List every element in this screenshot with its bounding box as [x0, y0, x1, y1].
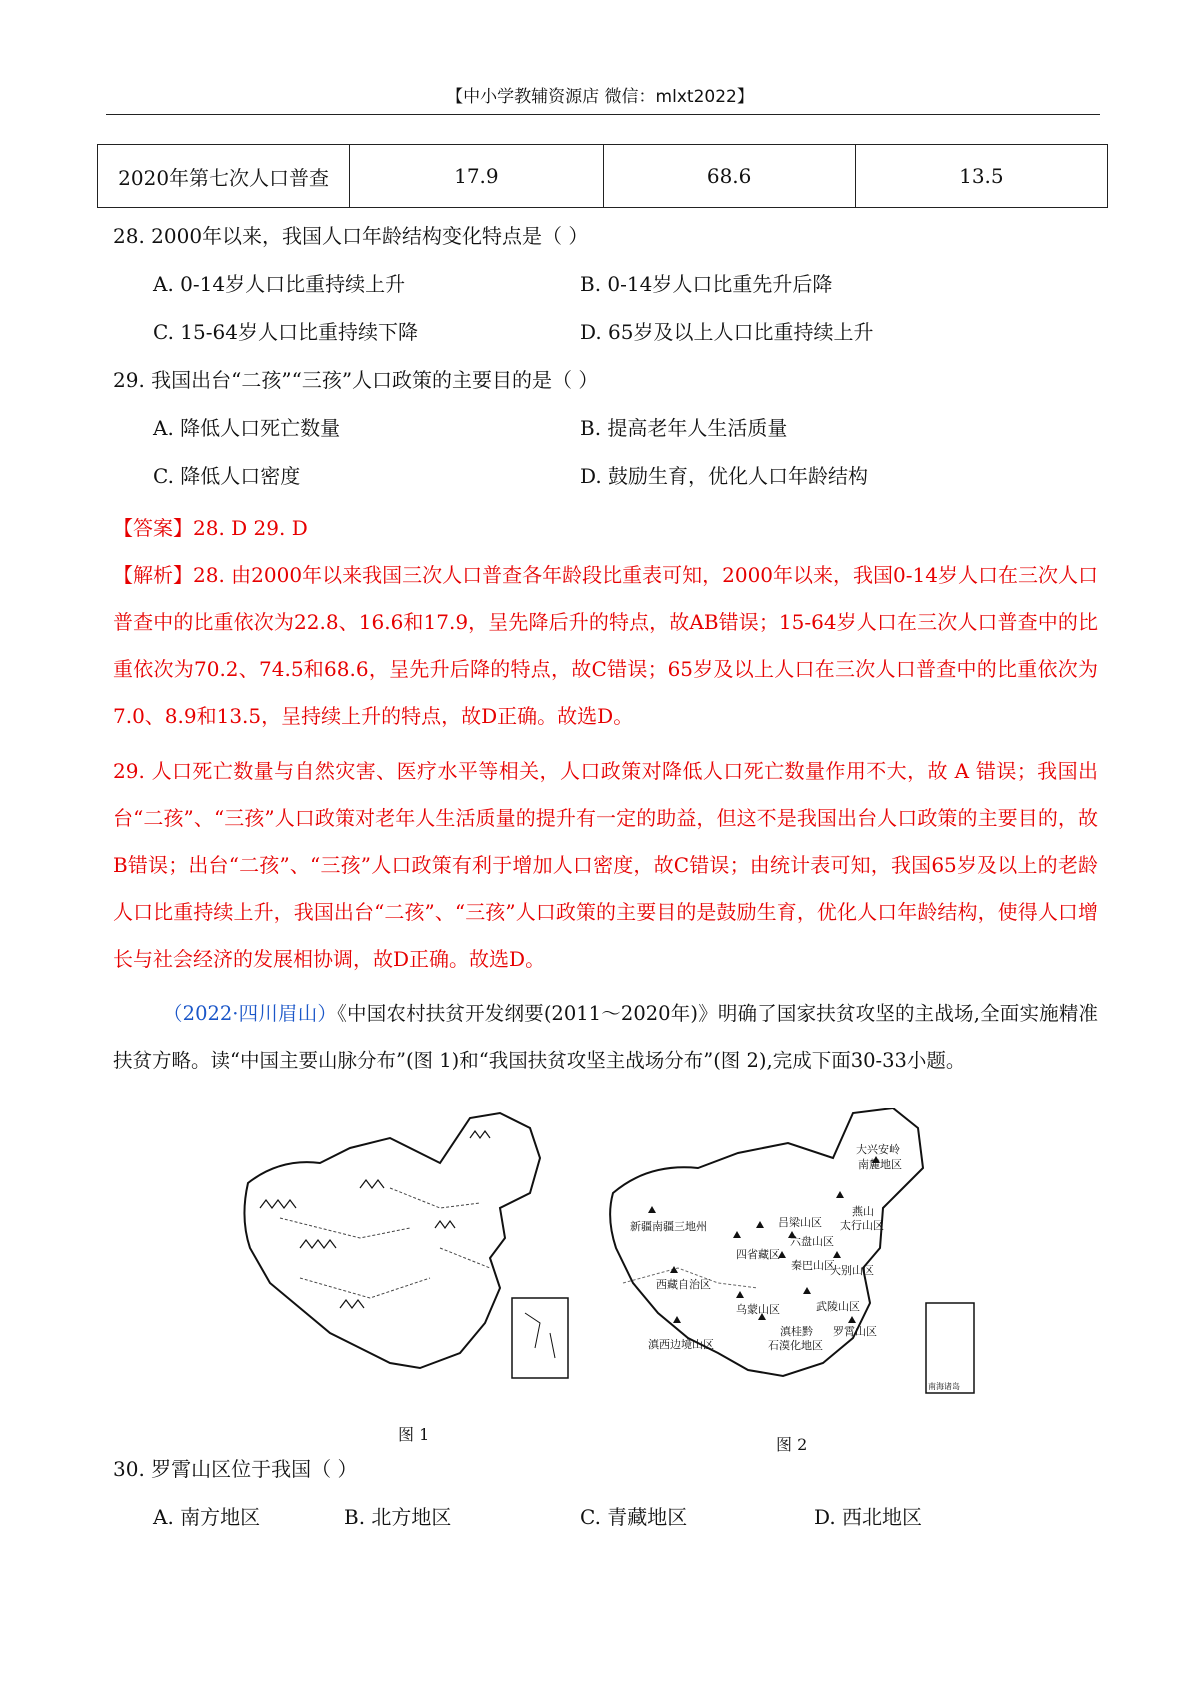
- analysis-29: 29. 人口死亡数量与自然灾害、医疗水平等相关，人口政策对降低人口死亡数量作用不大，故 A 错误；我国出台“二孩”、“三孩”人口政策对老年人生活质量的提升有一定的助益，但这不是我国出台人口政策的主要目的，故B错误；出台“二孩”、“三孩”人口政策有利于增加人口密度，故C错误；由统计表可知，我国65岁及以上的老龄人口比重持续上升，我国出台“二孩”、“三孩”人口政策的主要目的是鼓励生育，优化人口年龄结构，使得人口增长与社会经济的发展相协调，故D正确。故选D。: [113, 759, 1098, 971]
- map-label-dabie: 大别山区: [830, 1264, 874, 1277]
- q28-stem: 28. 2000年以来，我国人口年龄结构变化特点是（ ）: [113, 224, 589, 248]
- map-label-daxinganling-1: 大兴安岭: [856, 1143, 900, 1156]
- answer-line: 【答案】28. D 29. D: [113, 516, 308, 540]
- cell-15-64: 68.6: [603, 145, 855, 208]
- q29-option-c: C. 降低人口密度: [153, 464, 301, 488]
- figure-1-caption: 图 1: [398, 1425, 430, 1444]
- intro-paragraph: [113, 990, 1098, 1084]
- map-label-wumeng: 乌蒙山区: [736, 1303, 780, 1316]
- header-rule: [106, 114, 1100, 115]
- q30-option-b: B. 北方地区: [344, 1505, 452, 1529]
- intro-text: 《中国农村扶贫开发纲要(2011～2020年)》明确了国家扶贫攻坚的主战场,全面实施精准扶贫方略。读“中国主要山脉分布”(图 1)和“我国扶贫攻坚主战场分布”(图 2),完成下面30-33小题。: [113, 1002, 1098, 1072]
- q30-stem: 30. 罗霄山区位于我国（ ）: [113, 1457, 358, 1481]
- map-label-luoxiao: 罗霄山区: [833, 1325, 877, 1338]
- q29-stem: 29. 我国出台“二孩”“三孩”人口政策的主要目的是（ ）: [113, 368, 599, 392]
- source-tag: （2022·四川眉山）: [163, 1002, 338, 1025]
- map-label-wuling: 武陵山区: [816, 1300, 860, 1313]
- map-label-qinba: 秦巴山区: [791, 1259, 835, 1272]
- map-label-xinjiang: 新疆南疆三地州: [630, 1220, 707, 1233]
- map-label-yanshan: 燕山: [852, 1205, 874, 1218]
- map-label-xizang: 西藏自治区: [656, 1278, 711, 1291]
- figure-1-mountain-map: [240, 1108, 580, 1408]
- cell-65-plus: 13.5: [855, 145, 1107, 208]
- q28-option-d: D. 65岁及以上人口比重持续上升: [580, 320, 874, 344]
- q28-option-b: B. 0-14岁人口比重先升后降: [580, 272, 833, 296]
- table-row: [98, 145, 1108, 208]
- q29-option-a: A. 降低人口死亡数量: [153, 416, 341, 440]
- figure-2-poverty-map: [608, 1108, 978, 1418]
- analysis-28: 【解析】28. 由2000年以来我国三次人口普查各年龄段比重表可知，2000年以来，我国0-14岁人口在三次人口普查中的比重依次为22.8、16.6和17.9，呈先降后升的特点，故AB错误；15-64岁人口在三次人口普查中的比重依次为70.2、74.5和68.6，呈先升后降的特点，故C错误；65岁及以上人口在三次人口普查中的比重依次为7.0、8.9和13.5，呈持续上升的特点，故D正确。故选D。: [113, 563, 1098, 728]
- row-label: 2020年第七次人口普查: [98, 145, 350, 208]
- cell-0-14: 17.9: [350, 145, 603, 208]
- q30-option-c: C. 青藏地区: [580, 1505, 688, 1529]
- q28-option-a: A. 0-14岁人口比重持续上升: [153, 272, 406, 296]
- census-table: [97, 144, 1108, 208]
- page-header: 【中小学教辅资源店 微信：mlxt2022】: [446, 87, 754, 107]
- map-label-dianguiqian-1: 滇桂黔: [780, 1325, 813, 1338]
- q29-option-b: B. 提高老年人生活质量: [580, 416, 788, 440]
- q28-option-c: C. 15-64岁人口比重持续下降: [153, 320, 418, 344]
- map-label-taihang: 太行山区: [840, 1219, 884, 1232]
- q29-option-d: D. 鼓励生育，优化人口年龄结构: [580, 464, 869, 488]
- map-label-dianxi: 滇西边境山区: [648, 1338, 714, 1351]
- figure-2-caption: 图 2: [776, 1435, 808, 1454]
- map-label-dianguiqian-2: 石漠化地区: [768, 1339, 823, 1352]
- map-label-sisheng: 四省藏区: [736, 1248, 780, 1261]
- inset-label: 南海诸岛: [928, 1382, 960, 1391]
- map-label-lvliang: 吕梁山区: [778, 1216, 822, 1229]
- map-label-liupan: 六盘山区: [790, 1235, 834, 1248]
- q30-option-d: D. 西北地区: [814, 1505, 923, 1529]
- q30-option-a: A. 南方地区: [153, 1505, 261, 1529]
- map-label-daxinganling-2: 南麓地区: [858, 1158, 902, 1171]
